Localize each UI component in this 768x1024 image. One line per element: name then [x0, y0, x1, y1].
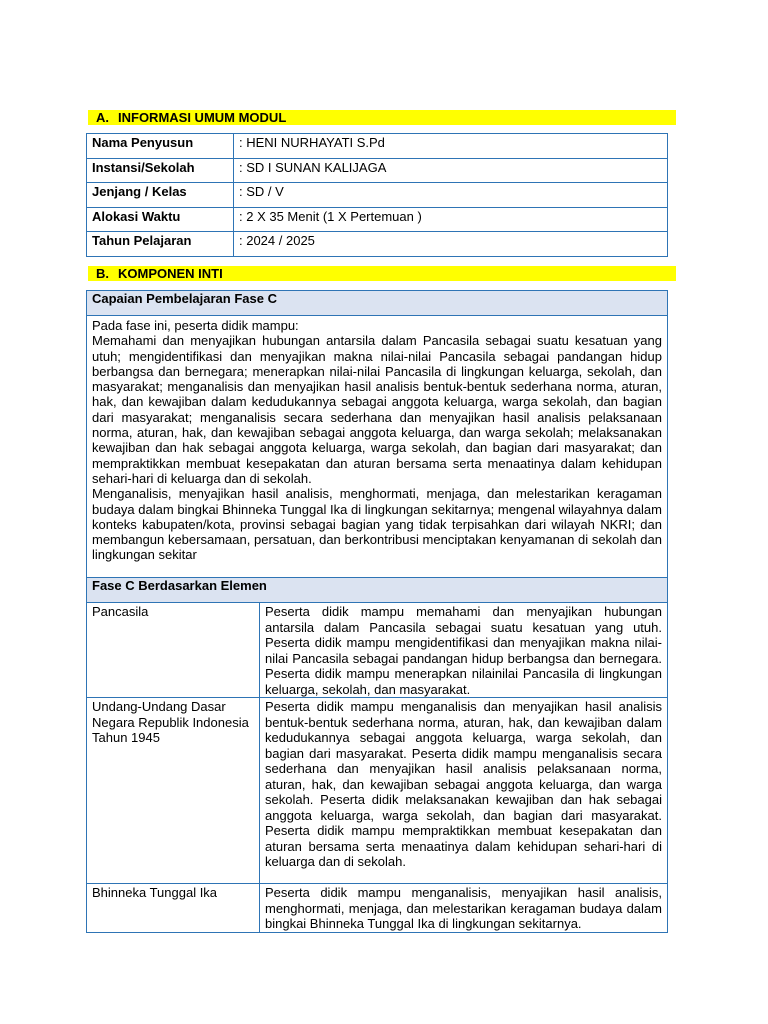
info-label: Tahun Pelajaran: [87, 232, 234, 257]
info-row: [87, 134, 668, 159]
capaian-body: [87, 316, 668, 578]
element-row: [87, 698, 668, 884]
capaian-header: Capaian Pembelajaran Fase C: [87, 291, 668, 316]
info-value: : 2024 / 2025: [234, 232, 668, 257]
info-label: Nama Penyusun: [87, 134, 234, 159]
info-value: : SD / V: [234, 183, 668, 208]
info-value: : SD I SUNAN KALIJAGA: [234, 158, 668, 183]
info-value: : 2 X 35 Menit (1 X Pertemuan ): [234, 207, 668, 232]
element-name: Undang-Undang Dasar Negara Republik Indonesia Tahun 1945: [87, 698, 260, 884]
element-row: [87, 884, 668, 933]
section-b-heading: [88, 266, 676, 281]
section-b-title: KOMPONEN INTI: [118, 266, 223, 281]
element-name: Bhinneka Tunggal Ika: [87, 884, 260, 933]
element-row: [87, 603, 668, 698]
info-table: [86, 133, 668, 257]
info-row: [87, 158, 668, 183]
info-label: Alokasi Waktu: [87, 207, 234, 232]
capaian-paragraph: Menganalisis, menyajikan hasil analisis, menghormati, menjaga, dan melestarikan keragaman budaya dalam bingkai Bhinneka Tunggal Ika di lingkungan sekitarnya; mengenal wilayahnya dalam konteks kabupaten/kota, provinsi sebagai bagian yang tidak terpisahkan dari wilayah NKRI; dan membangun kebersamaan, persatuan, dan berkontribusi menciptakan kenyamanan di sekolah dan lingkungan sekitar: [92, 486, 662, 563]
element-description: Peserta didik mampu menganalisis, menyajikan hasil analisis, menghormati, menjaga, dan melestarikan keragaman budaya dalam bingkai Bhinneka Tunggal Ika di lingkungan sekitarnya.: [260, 884, 668, 933]
capaian-intro: Pada fase ini, peserta didik mampu:: [92, 318, 299, 333]
info-value: : HENI NURHAYATI S.Pd: [234, 134, 668, 159]
element-description: Peserta didik mampu menganalisis dan menyajikan hasil analisis bentuk-bentuk sederhana norma, aturan, hak, dan kewajiban dalam kedudukannya sebagai anggota keluarga, warga sekolah, dan bagian dari masyarakat. Peserta didik mampu menganalisis secara sederhana dan menyajikan hasil analisis pelaksanaan norma, aturan, hak, dan kewajiban sebagai anggota keluarga, dan warga sekolah. Peserta didik melaksanakan kewajiban dan hak sebagai anggota keluarga, warga sekolah, dan bagian dari masyarakat. Peserta didik mampu mempraktikkan membuat kesepakatan dan aturan bersama serta menaatinya dalam kehidupan sehari-hari di keluarga dan di sekolah.: [260, 698, 668, 884]
fase-elemen-header: Fase C Berdasarkan Elemen: [87, 578, 668, 603]
info-label: Jenjang / Kelas: [87, 183, 234, 208]
section-a-title: INFORMASI UMUM MODUL: [118, 110, 287, 125]
section-b-number: B.: [96, 266, 109, 281]
info-row: [87, 183, 668, 208]
info-row: [87, 232, 668, 257]
section-a-heading: [88, 110, 676, 125]
info-label: Instansi/Sekolah: [87, 158, 234, 183]
komponen-inti-table: [86, 290, 668, 933]
section-a-number: A.: [96, 110, 109, 125]
element-description: Peserta didik mampu memahami dan menyajikan hubungan antarsila dalam Pancasila sebagai suatu kesatuan yang utuh. Peserta didik mampu mengidentifikasi dan menyajikan makna nilai-nilai Pancasila sebagai pandangan hidup berbangsa dan bernegara. Peserta didik mampu menerapkan nilainilai Pancasila di lingkungan keluarga, sekolah, dan masyarakat.: [260, 603, 668, 698]
capaian-paragraph: Memahami dan menyajikan hubungan antarsila dalam Pancasila sebagai suatu kesatuan yang utuh; mengidentifikasi dan menyajikan makna nilai-nilai Pancasila sebagai pandangan hidup berbangsa dan bernegara; menerapkan nilai-nilai Pancasila di lingkungan keluarga, sekolah, dan masyarakat; menganalisis dan menyajikan hasil analisis bentuk-bentuk sederhana norma, aturan, hak, dan kewajiban dalam kedudukannya sebagai anggota keluarga, warga sekolah, dan bagian dari masyarakat; menganalisis secara sederhana dan menyajikan hasil analisis pelaksanaan norma, aturan, hak, dan kewajiban sebagai anggota keluarga, dan warga sekolah; melaksanakan kewajiban dan hak sebagai anggota keluarga, warga sekolah, dan bagian dari masyarakat; dan mempraktikkan membuat kesepakatan dan aturan bersama serta menaatinya dalam kehidupan sehari-hari di keluarga dan di sekolah.: [92, 333, 662, 486]
info-row: [87, 207, 668, 232]
element-name: Pancasila: [87, 603, 260, 698]
